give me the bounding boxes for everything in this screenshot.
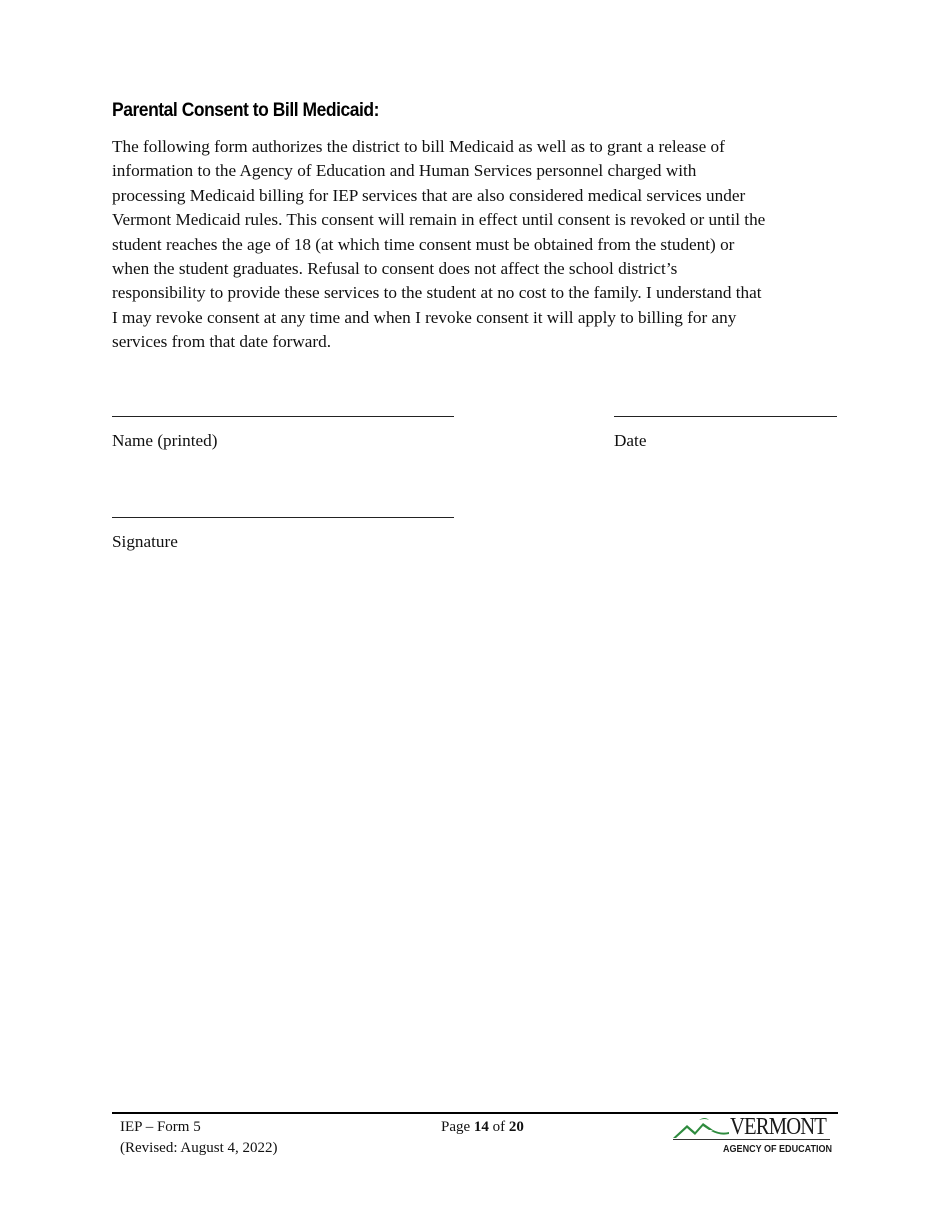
- mountain-icon: [673, 1116, 733, 1140]
- paragraph-line: responsibility to provide these services to the student at no cost to the family. I understand that: [112, 283, 762, 303]
- name-signature-line[interactable]: [112, 416, 454, 417]
- paragraph-line: services from that date forward.: [112, 332, 332, 352]
- page-title: Parental Consent to Bill Medicaid:: [112, 100, 380, 121]
- paragraph-line: I may revoke consent at any time and when I revoke consent it will apply to billing for any: [112, 307, 737, 327]
- logo-agency-name: AGENCY OF EDUCATION: [723, 1143, 833, 1155]
- page-total: 20: [508, 1119, 524, 1135]
- page-prefix: Page: [441, 1119, 471, 1135]
- logo-rule: [673, 1139, 830, 1140]
- consent-paragraph: [112, 135, 842, 355]
- footer-form-name: IEP – Form 5: [120, 1119, 201, 1135]
- page-number: [441, 1117, 524, 1138]
- footer-revised-date: (Revised: August 4, 2022): [120, 1140, 278, 1156]
- footer-form-info: [120, 1117, 278, 1159]
- paragraph-line: student reaches the age of 18 (at which time consent must be obtained from the student) or: [112, 234, 735, 254]
- signature-line[interactable]: [112, 517, 454, 518]
- name-label: Name (printed): [112, 431, 218, 450]
- paragraph-line: Vermont Medicaid rules. This consent will remain in effect until consent is revoked or until the: [112, 210, 766, 230]
- logo-wordmark: VERMONT: [730, 1114, 827, 1140]
- paragraph-line: when the student graduates. Refusal to consent does not affect the school district’s: [112, 259, 678, 279]
- paragraph-line: The following form authorizes the district to bill Medicaid as well as to grant a release of: [112, 137, 725, 156]
- page-current: 14: [473, 1119, 489, 1135]
- date-signature-line[interactable]: [614, 416, 837, 417]
- page-of: of: [492, 1119, 506, 1135]
- vermont-aoe-logo: [673, 1114, 833, 1158]
- paragraph-line: information to the Agency of Education and Human Services personnel charged with: [112, 161, 697, 181]
- date-label: Date: [614, 431, 647, 450]
- paragraph-line: processing Medicaid billing for IEP services that are also considered medical services under: [112, 185, 746, 205]
- signature-label: Signature: [112, 532, 178, 551]
